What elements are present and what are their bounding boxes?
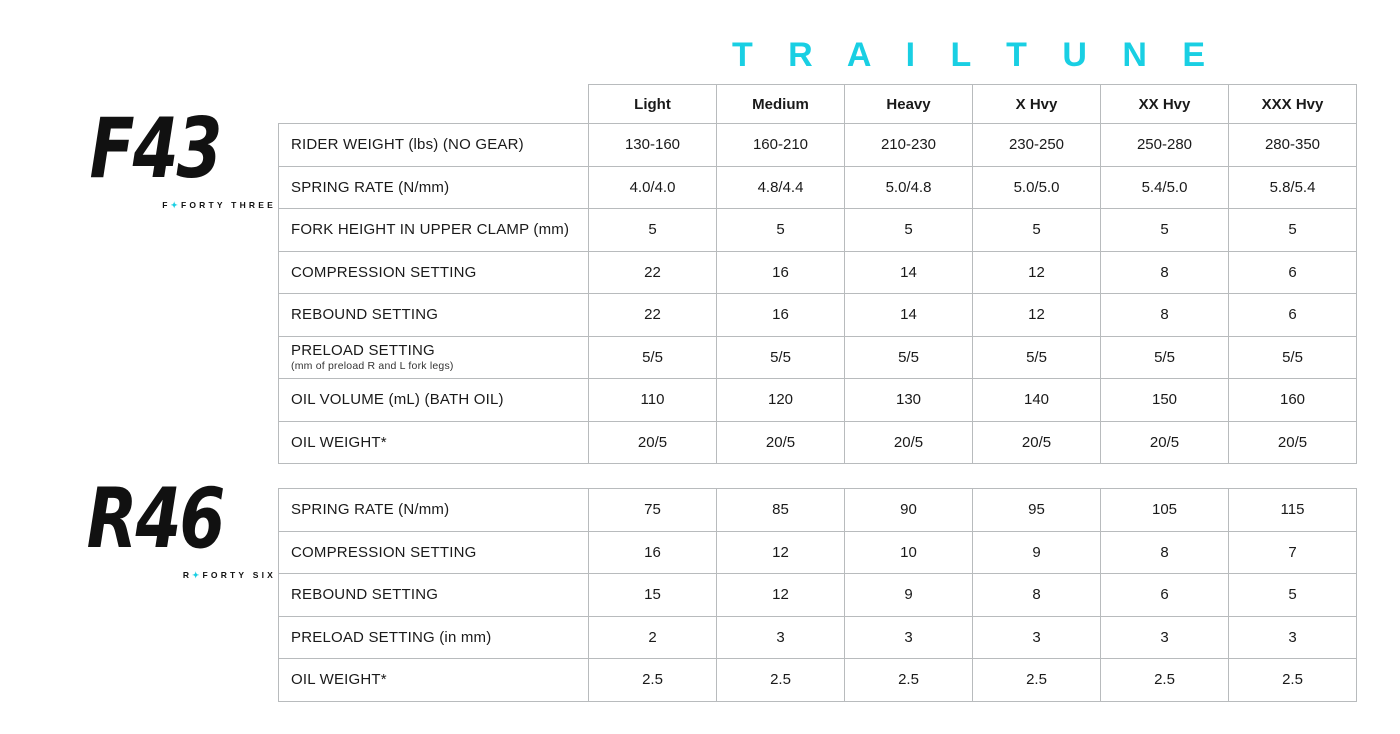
cell-value: 230-250 [973, 124, 1101, 167]
cell-value: 14 [845, 251, 973, 294]
cell-value: 115 [1229, 489, 1357, 532]
cell-value: 120 [717, 379, 845, 422]
row-label-main: PRELOAD SETTING [291, 342, 435, 360]
cell-value: 2.5 [1101, 659, 1229, 702]
cell-value: 7 [1229, 531, 1357, 574]
cell-value: 6 [1229, 251, 1357, 294]
row-label: REBOUND SETTING [279, 574, 589, 617]
star-icon: ✦ [192, 570, 203, 580]
cell-value: 5 [1101, 209, 1229, 252]
shock-settings-table [278, 488, 1357, 702]
cell-value: 15 [589, 574, 717, 617]
cell-value: 5 [589, 209, 717, 252]
table-row [279, 379, 1357, 422]
cell-value: 9 [973, 531, 1101, 574]
cell-value: 2.5 [717, 659, 845, 702]
cell-value: 2.5 [973, 659, 1101, 702]
cell-value: 20/5 [973, 421, 1101, 464]
logo-f43-subtitle [30, 200, 280, 211]
table-row [279, 124, 1357, 167]
table-header-row [279, 85, 1357, 124]
cell-value: 85 [717, 489, 845, 532]
row-label: OIL WEIGHT* [279, 421, 589, 464]
cell-value: 3 [845, 616, 973, 659]
cell-value: 6 [1229, 294, 1357, 337]
cell-value: 16 [717, 251, 845, 294]
logo-r46-sub-text: FORTY SIX [202, 570, 276, 580]
cell-value: 5 [973, 209, 1101, 252]
column-header-xxx-hvy: XXX Hvy [1229, 85, 1357, 124]
cell-value: 12 [973, 294, 1101, 337]
cell-value: 22 [589, 251, 717, 294]
cell-value: 2.5 [845, 659, 973, 702]
column-header-xx-hvy: XX Hvy [1101, 85, 1229, 124]
cell-value: 2.5 [1229, 659, 1357, 702]
cell-value: 90 [845, 489, 973, 532]
page-title: T R A I L T U N E [731, 36, 1219, 74]
table-row [279, 209, 1357, 252]
cell-value: 16 [717, 294, 845, 337]
table-row [279, 489, 1357, 532]
logo-f43 [30, 100, 280, 211]
cell-value: 160 [1229, 379, 1357, 422]
cell-value: 5 [1229, 574, 1357, 617]
cell-value: 14 [845, 294, 973, 337]
column-header-medium: Medium [717, 85, 845, 124]
cell-value: 105 [1101, 489, 1229, 532]
cell-value: 8 [1101, 251, 1229, 294]
cell-value: 5 [1229, 209, 1357, 252]
cell-value: 5 [845, 209, 973, 252]
logo-r46-sub-prefix: R [182, 570, 193, 580]
logo-f43-mark: F43 [89, 100, 221, 197]
cell-value: 250-280 [1101, 124, 1229, 167]
row-label: OIL VOLUME (mL) (BATH OIL) [279, 379, 589, 422]
cell-value: 4.0/4.0 [589, 166, 717, 209]
table-row [279, 294, 1357, 337]
table-row [279, 421, 1357, 464]
cell-value: 5/5 [717, 336, 845, 379]
header-corner-blank [279, 85, 589, 124]
logo-r46 [30, 470, 280, 581]
column-header-light: Light [589, 85, 717, 124]
cell-value: 150 [1101, 379, 1229, 422]
cell-value: 75 [589, 489, 717, 532]
cell-value: 20/5 [1101, 421, 1229, 464]
cell-value: 210-230 [845, 124, 973, 167]
cell-value: 5/5 [1229, 336, 1357, 379]
table-row [279, 659, 1357, 702]
cell-value: 5.0/5.0 [973, 166, 1101, 209]
cell-value: 5/5 [973, 336, 1101, 379]
cell-value: 130-160 [589, 124, 717, 167]
cell-value: 5/5 [589, 336, 717, 379]
column-header-heavy: Heavy [845, 85, 973, 124]
cell-value: 22 [589, 294, 717, 337]
cell-value: 3 [1101, 616, 1229, 659]
cell-value: 5/5 [845, 336, 973, 379]
logo-r46-subtitle [30, 570, 280, 581]
table-row [279, 166, 1357, 209]
cell-value: 3 [973, 616, 1101, 659]
cell-value: 20/5 [845, 421, 973, 464]
cell-value: 6 [1101, 574, 1229, 617]
star-icon: ✦ [170, 200, 181, 210]
cell-value: 20/5 [1229, 421, 1357, 464]
cell-value: 5.0/4.8 [845, 166, 973, 209]
cell-value: 16 [589, 531, 717, 574]
table-row [279, 531, 1357, 574]
logo-f43-sub-text: FORTY THREE [180, 200, 276, 210]
cell-value: 12 [973, 251, 1101, 294]
cell-value: 5.4/5.0 [1101, 166, 1229, 209]
cell-value: 12 [717, 574, 845, 617]
fork-settings-table [278, 84, 1357, 464]
cell-value: 8 [1101, 531, 1229, 574]
cell-value: 140 [973, 379, 1101, 422]
row-label-sub: (mm of preload R and L fork legs) [291, 360, 454, 373]
cell-value: 4.8/4.4 [717, 166, 845, 209]
cell-value: 3 [717, 616, 845, 659]
cell-value: 160-210 [717, 124, 845, 167]
row-label: COMPRESSION SETTING [279, 531, 589, 574]
logo-r46-mark: R46 [86, 470, 224, 567]
cell-value: 8 [973, 574, 1101, 617]
row-label: PRELOAD SETTING (in mm) [279, 616, 589, 659]
row-label [279, 336, 589, 379]
row-label: RIDER WEIGHT (lbs) (NO GEAR) [279, 124, 589, 167]
logo-f43-sub-prefix: F [162, 200, 171, 210]
column-header-x-hvy: X Hvy [973, 85, 1101, 124]
cell-value: 20/5 [717, 421, 845, 464]
cell-value: 8 [1101, 294, 1229, 337]
table-row [279, 336, 1357, 379]
row-label: OIL WEIGHT* [279, 659, 589, 702]
cell-value: 10 [845, 531, 973, 574]
row-label: FORK HEIGHT IN UPPER CLAMP (mm) [279, 209, 589, 252]
cell-value: 130 [845, 379, 973, 422]
table-row [279, 616, 1357, 659]
cell-value: 3 [1229, 616, 1357, 659]
table-row [279, 574, 1357, 617]
cell-value: 5.8/5.4 [1229, 166, 1357, 209]
cell-value: 2 [589, 616, 717, 659]
cell-value: 9 [845, 574, 973, 617]
cell-value: 5 [717, 209, 845, 252]
row-label: SPRING RATE (N/mm) [279, 166, 589, 209]
row-label: SPRING RATE (N/mm) [279, 489, 589, 532]
cell-value: 12 [717, 531, 845, 574]
cell-value: 110 [589, 379, 717, 422]
row-label: REBOUND SETTING [279, 294, 589, 337]
cell-value: 95 [973, 489, 1101, 532]
cell-value: 20/5 [589, 421, 717, 464]
cell-value: 280-350 [1229, 124, 1357, 167]
cell-value: 5/5 [1101, 336, 1229, 379]
cell-value: 2.5 [589, 659, 717, 702]
table-row [279, 251, 1357, 294]
row-label: COMPRESSION SETTING [279, 251, 589, 294]
